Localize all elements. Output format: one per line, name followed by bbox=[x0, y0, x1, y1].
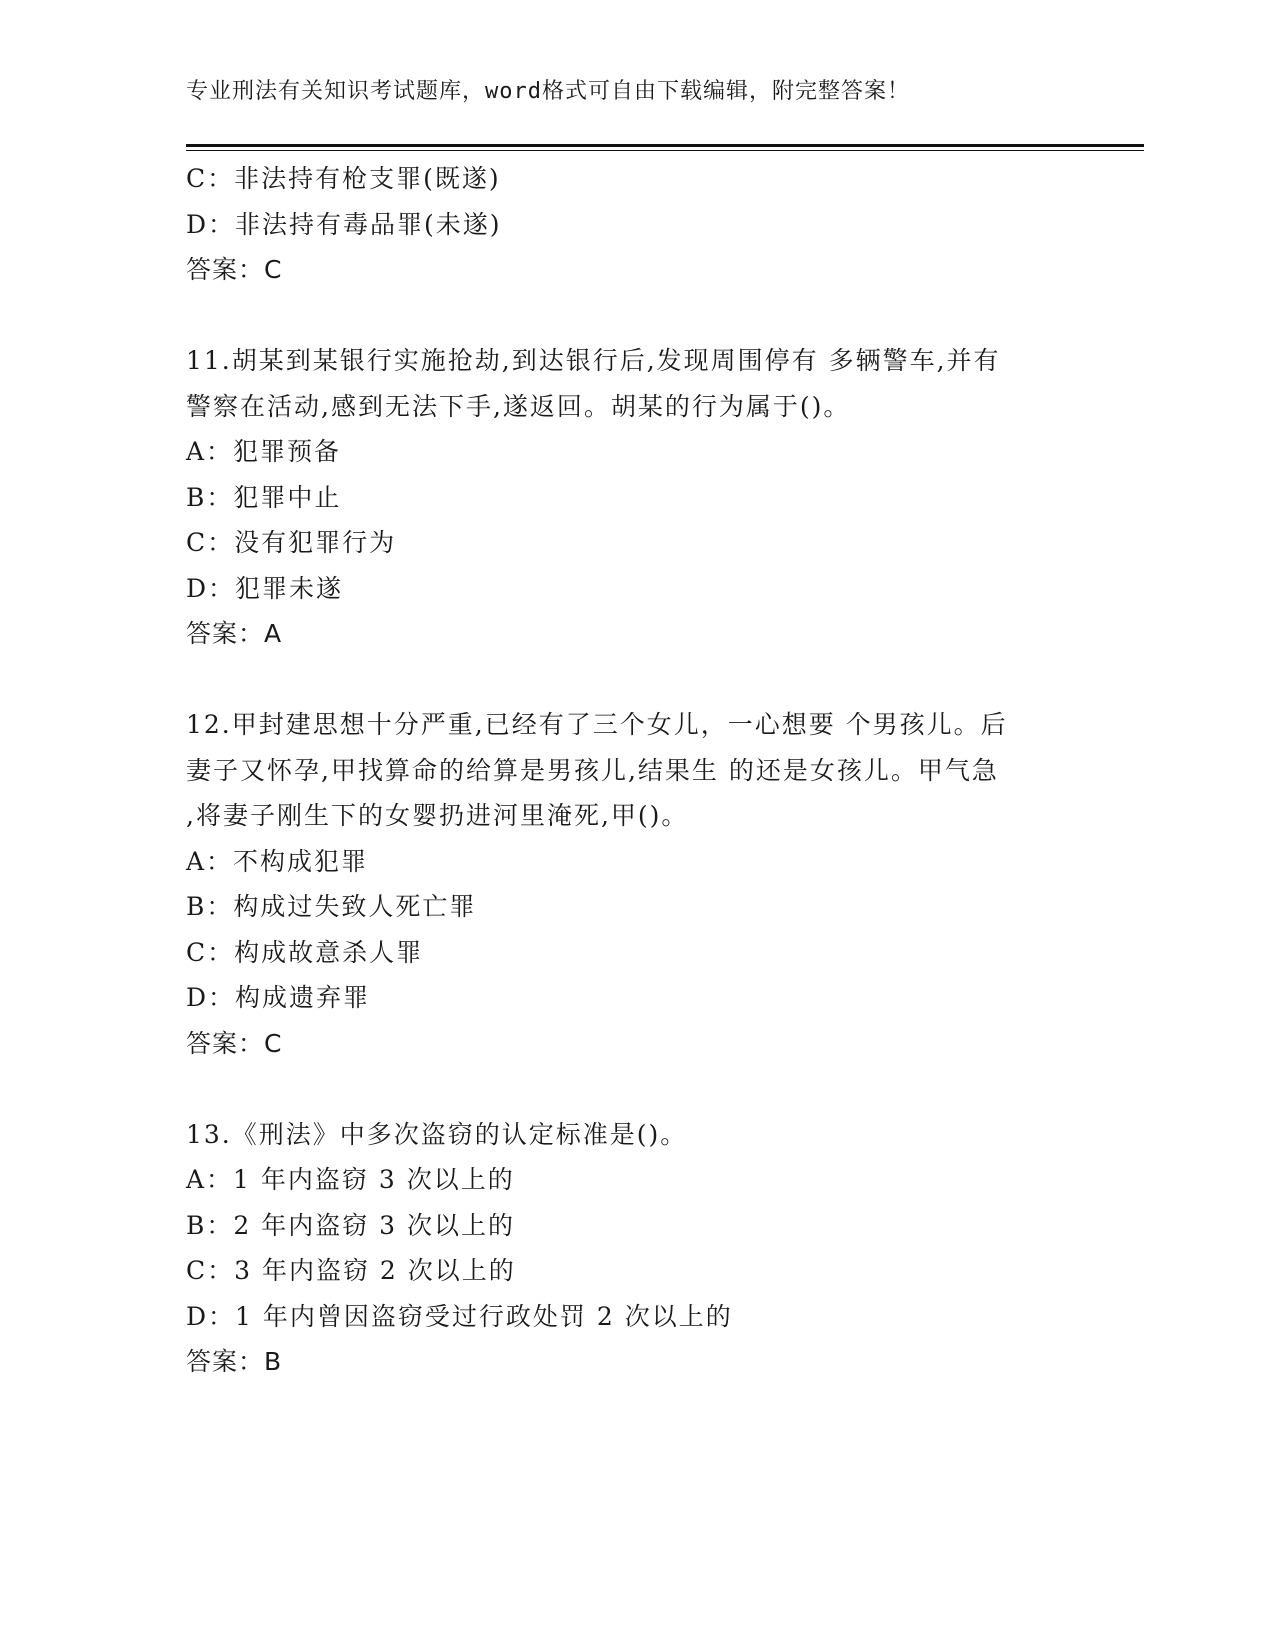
option-c: C：没有犯罪行为 bbox=[186, 528, 397, 557]
option-a: A：犯罪预备 bbox=[186, 437, 342, 466]
question-stem: 13.《刑法》中多次盗窃的认定标准是()。 bbox=[186, 1119, 688, 1149]
answer: 答案：C bbox=[186, 1028, 283, 1058]
option-a: A：1 年内盗窃 3 次以上的 bbox=[186, 1165, 515, 1194]
question-list bbox=[186, 156, 1086, 1385]
spacer bbox=[186, 1066, 1086, 1112]
option-c: C：3 年内盗窃 2 次以上的 bbox=[186, 1256, 516, 1285]
question-11 bbox=[186, 338, 1086, 657]
question-10-continued bbox=[186, 156, 1086, 293]
option-b: B：构成过失致人死亡罪 bbox=[186, 892, 477, 921]
question-stem: 妻子又怀孕,甲找算命的给算是男孩儿,结果生 的还是女孩儿。甲气急 bbox=[186, 755, 999, 785]
question-stem: 11.胡某到某银行实施抢劫,到达银行后,发现周围停有 多辆警车,并有 bbox=[186, 346, 1001, 375]
option-d: D：1 年内曾因盗窃受过行政处罚 2 次以上的 bbox=[186, 1301, 733, 1331]
option-d: D：非法持有毒品罪(未遂) bbox=[186, 209, 502, 239]
option-a: A：不构成犯罪 bbox=[186, 846, 369, 876]
question-stem: 12.甲封建思想十分严重,已经有了三个女儿，一心想要 个男孩儿。后 bbox=[186, 710, 1008, 739]
header-rule-thick bbox=[186, 144, 1144, 147]
answer: 答案：A bbox=[186, 619, 283, 648]
answer: 答案：B bbox=[186, 1347, 283, 1376]
question-12 bbox=[186, 702, 1086, 1066]
option-d: D：犯罪未遂 bbox=[186, 573, 344, 603]
option-c: C：构成故意杀人罪 bbox=[186, 937, 424, 967]
option-c: C：非法持有枪支罪(既遂) bbox=[186, 164, 501, 193]
answer: 答案：C bbox=[186, 255, 283, 284]
header-rule-thin bbox=[186, 150, 1144, 151]
question-13 bbox=[186, 1112, 1086, 1385]
question-stem: 警察在活动,感到无法下手,遂返回。胡某的行为属于()。 bbox=[186, 391, 851, 421]
option-d: D：构成遗弃罪 bbox=[186, 983, 371, 1012]
question-stem: ,将妻子刚生下的女婴扔进河里淹死,甲()。 bbox=[186, 801, 689, 830]
option-b: B：2 年内盗窃 3 次以上的 bbox=[186, 1210, 516, 1240]
option-b: B：犯罪中止 bbox=[186, 482, 342, 512]
page-header: 专业刑法有关知识考试题库，word格式可自由下载编辑，附完整答案！ bbox=[186, 79, 910, 104]
spacer bbox=[186, 657, 1086, 703]
spacer bbox=[186, 293, 1086, 339]
